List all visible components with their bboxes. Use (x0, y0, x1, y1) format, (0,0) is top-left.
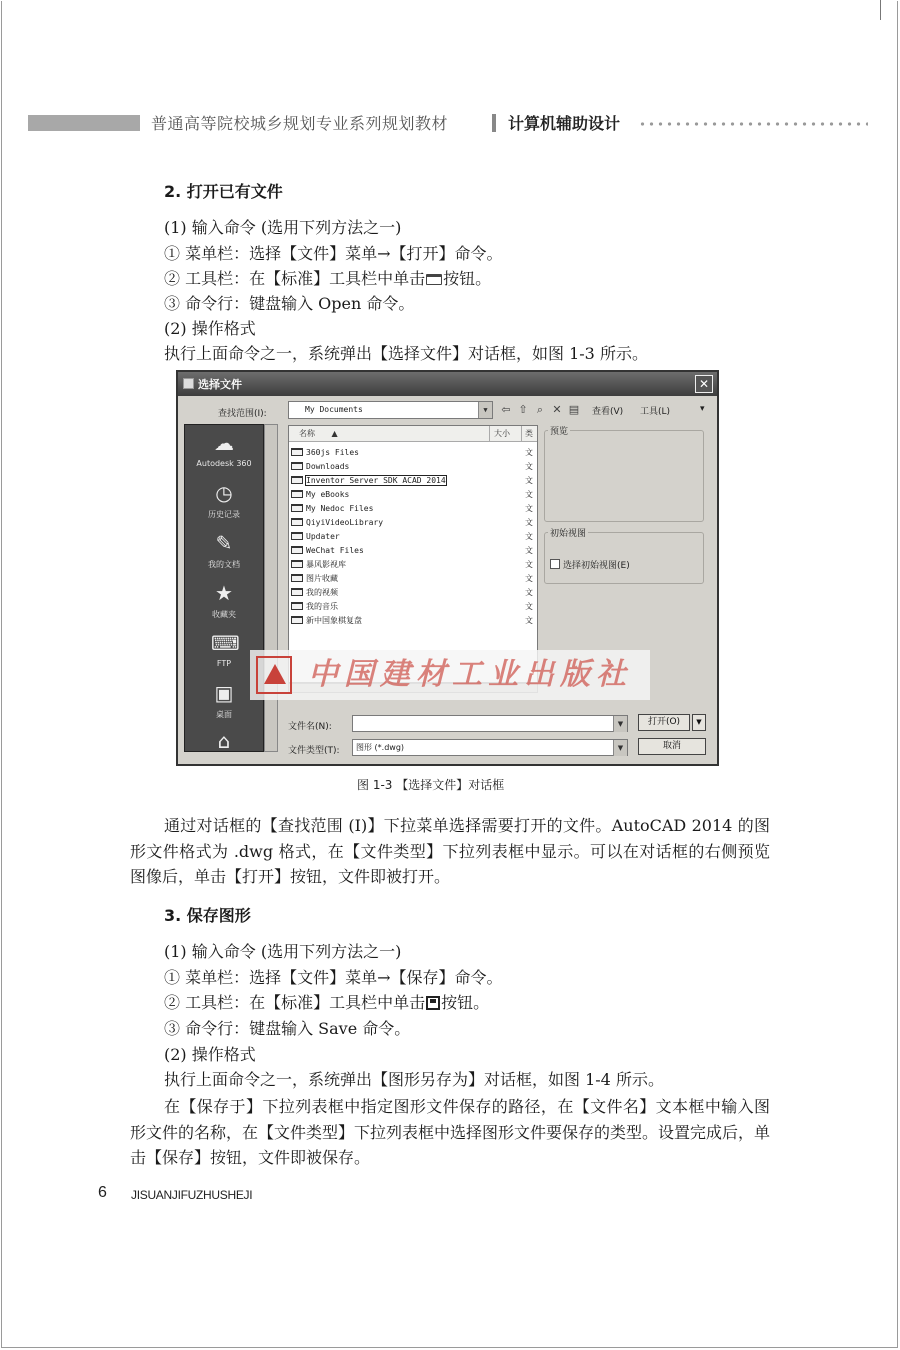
save-disk-icon (426, 996, 440, 1010)
list-item-selected[interactable]: Inventor Server SDK ACAD 2014 文 (291, 474, 537, 488)
video-folder-icon (291, 588, 303, 596)
publisher-logo-icon (256, 656, 292, 694)
book-title: 计算机辅助设计 (508, 114, 621, 133)
folder-icon (291, 504, 303, 512)
chevron-down-icon[interactable]: ▼ (613, 740, 627, 756)
list-item[interactable]: My Nedoc Files 文 (291, 502, 537, 516)
list-item[interactable]: WeChat Files 文 (291, 544, 537, 558)
folder-icon (291, 476, 303, 484)
save-step-operation-format: (2) 操作格式 (164, 1045, 256, 1064)
body-paragraph-open: 通过对话框的【查找范围 (I)】下拉菜单选择需要打开的文件。AutoCAD 2014 的图形文件格式为 .dwg 格式，在【文件类型】下拉列表框中显示。可以在对话框的右侧预览图像后，单击【打开】按钮，文件即被打开。 (130, 816, 770, 886)
step-input-command: (1) 输入命令 (选用下列方法之一) (164, 218, 402, 237)
folder-icon (291, 560, 303, 568)
save-step-menubar: ① 菜单栏：选择【文件】菜单→【保存】命令。 (164, 968, 503, 987)
preview-box (544, 430, 704, 522)
list-item[interactable]: 新中国象棋复盘 文 (291, 614, 537, 628)
folder-icon (291, 546, 303, 554)
save-step-execute: 执行上面命令之一，系统弹出【图形另存为】对话框，如图 1-4 所示。 (164, 1070, 664, 1089)
header-bar (28, 115, 140, 131)
preview-label: 预览 (548, 424, 570, 437)
place-more[interactable] (185, 729, 263, 757)
folder-icon (291, 462, 303, 470)
lookin-label: 查找范围(I): (218, 409, 267, 419)
section-heading-open: 2. 打开已有文件 (164, 182, 283, 201)
new-folder-icon[interactable]: ▤ (568, 403, 580, 416)
chevron-down-icon[interactable]: ▼ (613, 716, 627, 732)
step-menubar: ① 菜单栏：选择【文件】菜单→【打开】命令。 (164, 244, 503, 263)
step-command-line: ③ 命令行：键盘输入 Open 命令。 (164, 294, 415, 313)
save-step-command-line: ③ 命令行：键盘输入 Save 命令。 (164, 1019, 411, 1038)
star-icon: ★ (215, 581, 233, 605)
history-icon: ◷ (215, 481, 233, 505)
body-paragraph-save: 在【保存于】下拉列表框中指定图形文件保存的路径，在【文件名】文本框中输入图形文件的名称，在【文件类型】下拉列表框中选择图形文件要保存的类型。设置完成后，单击【保存】按钮，文件即被保存。 (130, 1097, 771, 1167)
lookin-value: My Documents (305, 405, 363, 414)
step-execute: 执行上面命令之一，系统弹出【选择文件】对话框，如图 1-3 所示。 (164, 344, 648, 363)
places-scrollbar[interactable] (264, 424, 278, 752)
initial-view-checkbox-label: 选择初始视图(E) (563, 561, 630, 571)
filename-label: 文件名(N): (288, 722, 332, 732)
step-toolbar-suffix: 按钮。 (443, 269, 492, 288)
place-desktop[interactable]: ▣ 桌面 (185, 681, 263, 720)
list-item[interactable]: 我的音乐 文 (291, 600, 537, 614)
close-button[interactable]: ✕ (695, 375, 713, 393)
save-step-input-command: (1) 输入命令 (选用下列方法之一) (164, 942, 402, 961)
documents-icon: ✎ (215, 531, 233, 555)
folder-icon (291, 616, 303, 624)
chevron-down-icon[interactable]: ▼ (478, 402, 492, 418)
up-folder-icon[interactable]: ⇧ (518, 403, 528, 416)
places-sidebar (184, 424, 264, 752)
lookin-combo[interactable] (288, 401, 493, 419)
initial-view-label: 初始视图 (548, 526, 588, 539)
music-folder-icon (291, 602, 303, 610)
folder-icon (291, 574, 303, 582)
desktop-icon: ▣ (214, 681, 234, 705)
place-my-documents[interactable]: ✎ 我的文档 (208, 531, 240, 569)
save-step-toolbar-suffix: 按钮。 (441, 993, 490, 1012)
place-autodesk-360[interactable]: ☁ Autodesk 360 (196, 431, 252, 468)
watermark-text: 中国建材工业出版社 (308, 657, 632, 692)
publisher-watermark (250, 650, 650, 700)
tools-dropdown-icon[interactable]: ▾ (700, 404, 705, 414)
save-step-toolbar (164, 992, 489, 1014)
list-item[interactable]: Downloads 文 (291, 460, 537, 474)
open-folder-icon (426, 274, 442, 285)
page-number: 6 (98, 1184, 107, 1201)
list-item[interactable]: My eBooks 文 (291, 488, 537, 502)
dialog-titlebar (178, 372, 717, 396)
column-size[interactable]: 大小 (489, 426, 521, 442)
list-item[interactable]: QiyiVideoLibrary 文 (291, 516, 537, 530)
file-list (288, 425, 538, 683)
running-header (28, 109, 868, 139)
figure-caption: 图 1-3 【选择文件】对话框 (357, 778, 505, 792)
running-footer: JISUANJIFUZHUSHEJI (131, 1188, 253, 1202)
place-ftp[interactable]: ⌨ FTP (211, 631, 240, 668)
dialog-title: 选择文件 (198, 378, 242, 391)
step-operation-format: (2) 操作格式 (164, 319, 256, 338)
delete-icon[interactable]: ✕ (552, 403, 562, 416)
folder-icon (291, 490, 303, 498)
crop-mark (880, 0, 881, 20)
save-step-toolbar-text: ② 工具栏：在【标准】工具栏中单击 (164, 993, 426, 1012)
place-favorites[interactable]: ★ 收藏夹 (212, 581, 236, 619)
ftp-icon: ⌨ (211, 631, 240, 655)
series-title: 普通高等院校城乡规划专业系列规划教材 (151, 114, 449, 133)
column-name[interactable]: 名称 ▲ (289, 426, 489, 442)
step-toolbar (164, 268, 491, 290)
autocad-icon (183, 378, 194, 389)
sort-asc-icon: ▲ (331, 429, 338, 438)
search-icon[interactable]: ⌕ (536, 403, 544, 416)
open-button[interactable]: 打开(O) (638, 714, 690, 731)
cancel-button[interactable]: 取消 (638, 738, 706, 755)
open-options-icon[interactable]: ▼ (692, 714, 706, 731)
filetype-label: 文件类型(T): (288, 746, 340, 756)
list-item[interactable]: 图片收藏 文 (291, 572, 537, 586)
filename-input[interactable] (352, 715, 628, 732)
place-history[interactable]: ◷ 历史记录 (208, 481, 240, 519)
initial-view-checkbox[interactable] (550, 559, 560, 569)
list-item[interactable]: 360js Files 文 (291, 446, 537, 460)
step-toolbar-text: ② 工具栏：在【标准】工具栏中单击 (164, 269, 426, 288)
tools-menu[interactable]: 工具(L) (640, 407, 671, 417)
list-item[interactable]: 我的视频 文 (291, 586, 537, 600)
views-menu[interactable]: 查看(V) (592, 407, 624, 417)
filetype-select[interactable]: 图形 (*.dwg) ▼ (352, 739, 628, 756)
header-dots (638, 121, 868, 127)
list-item[interactable]: Updater 文 (291, 530, 537, 544)
list-item[interactable]: 暴风影视库 文 (291, 558, 537, 572)
cloud-icon: ☁ (214, 431, 234, 455)
column-type[interactable]: 类 (521, 426, 537, 442)
folder-icon: ⌂ (217, 729, 231, 753)
folder-icon (291, 448, 303, 456)
header-separator (492, 114, 496, 132)
back-icon[interactable]: ⇦ (501, 403, 511, 416)
section-heading-save: 3. 保存图形 (164, 906, 251, 925)
folder-icon (291, 532, 303, 540)
select-file-dialog (176, 370, 719, 766)
folder-icon (291, 518, 303, 526)
